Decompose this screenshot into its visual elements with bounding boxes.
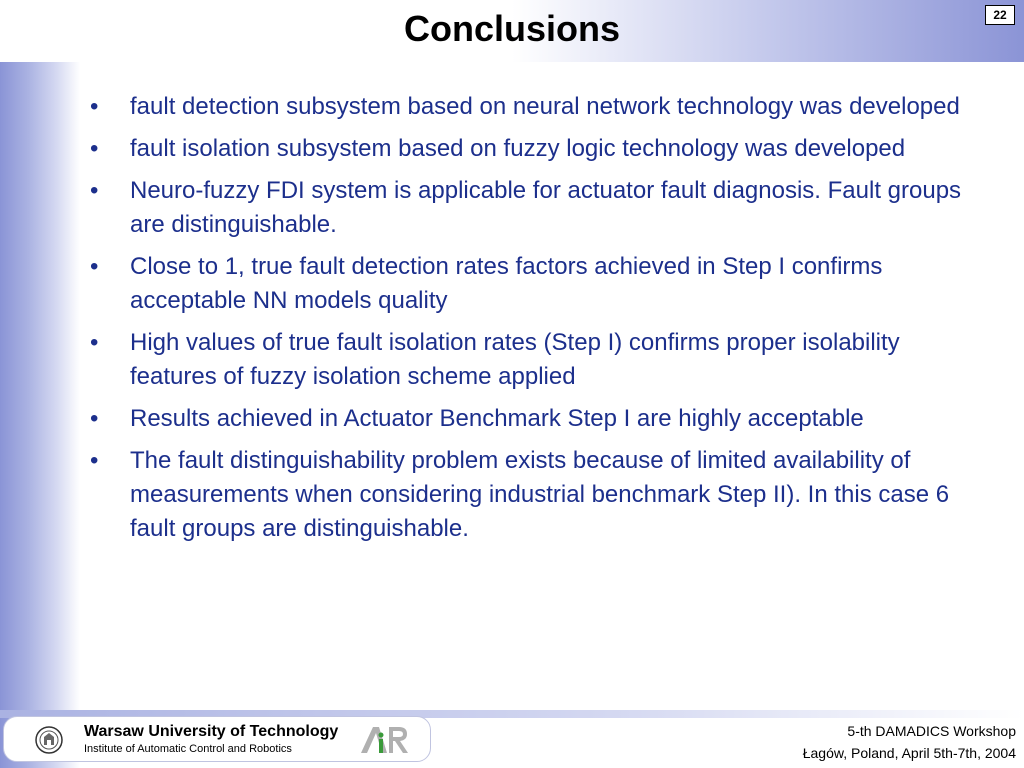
slide-title: Conclusions — [403, 8, 621, 49]
list-item: • Close to 1, true fault detection rates factors achieved in Step I confirms acceptable NN models quality — [90, 250, 990, 318]
slide-number: 22 — [985, 5, 1015, 25]
university-crest-icon — [34, 725, 64, 755]
list-item: • High values of true fault isolation rates (Step I) confirms proper isolability features of fuzzy isolation scheme applied — [90, 326, 990, 394]
list-item: • Results achieved in Actuator Benchmark Step I are highly acceptable — [90, 402, 990, 436]
university-name: Warsaw University of Technology — [84, 723, 339, 740]
workshop-venue: Łagów, Poland, April 5th-7th, 2004 — [802, 745, 1016, 761]
conclusions-list — [90, 90, 990, 554]
list-item: • fault detection subsystem based on neural network technology was developed — [90, 90, 990, 124]
list-item: • fault isolation subsystem based on fuzzy logic technology was developed — [90, 132, 990, 166]
list-item: • The fault distinguishability problem exists because of limited availability of measurements when considering industrial benchmark Step II). In this case 6 fault groups are distinguishable. — [90, 444, 990, 546]
institute-logo-icon — [359, 723, 411, 755]
university-logo-box — [3, 716, 431, 762]
left-decorative-band — [0, 0, 80, 768]
workshop-name: 5-th DAMADICS Workshop — [847, 723, 1016, 739]
institute-name: Institute of Automatic Control and Robotics — [84, 743, 292, 755]
list-item: • Neuro-fuzzy FDI system is applicable for actuator fault diagnosis. Fault groups are distinguishable. — [90, 174, 990, 242]
